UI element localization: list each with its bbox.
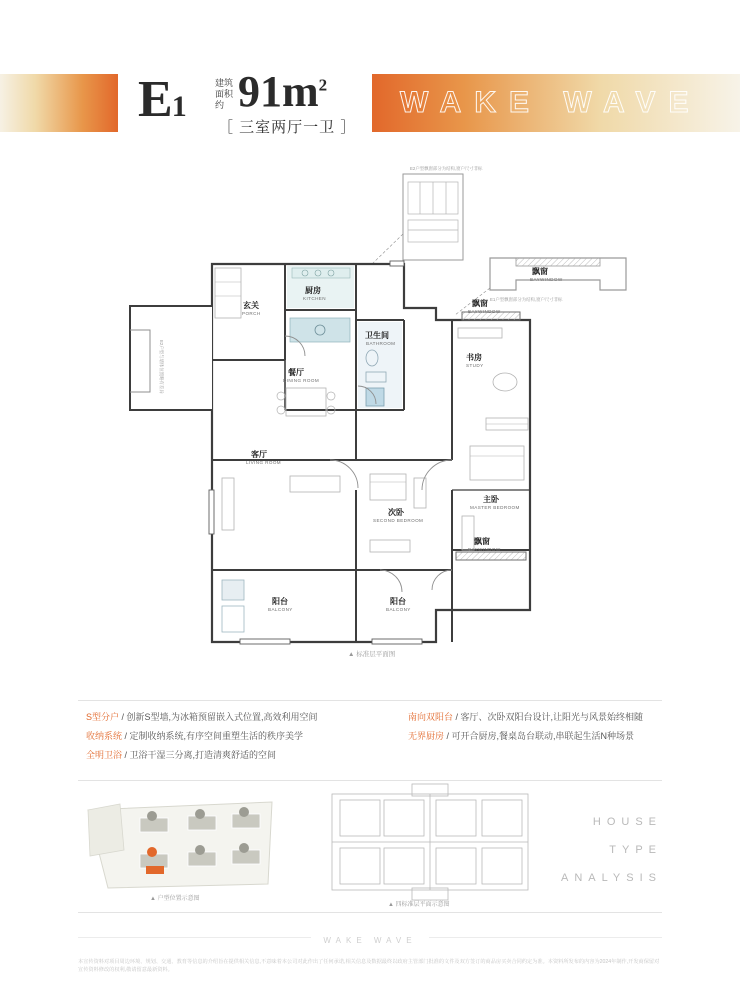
- plan-note-1: E2户型飘窗部分为结构,窗户尺寸非标: [410, 166, 483, 171]
- area-unit-exponent: 2: [318, 75, 328, 95]
- brand-strip-text: WAKE WAVE: [311, 936, 428, 945]
- analysis-word-type: TYPE: [609, 844, 662, 856]
- page-header: [0, 64, 740, 144]
- floor-plan-svg: [0, 160, 740, 670]
- feature-item: [408, 708, 708, 727]
- area-label-line2: 面积约: [215, 89, 234, 110]
- analysis-word-analysis: ANALYSIS: [561, 872, 662, 884]
- feature-value: / 客厅、次卧双阳台设计,让阳光与风景始终相随: [455, 712, 644, 722]
- room-label-balcony-right: 阳台: [390, 597, 406, 606]
- room-label-baywindow-detail: 飘窗: [532, 267, 548, 276]
- room-label-baywindow-master: 飘窗: [474, 537, 490, 546]
- feature-key: 南向双阳台: [408, 712, 454, 722]
- unit-code: [138, 70, 186, 129]
- feature-key: 收纳系统: [86, 731, 123, 741]
- room-bathroom: [358, 322, 402, 408]
- room-label-living-en: LIVING ROOM: [246, 460, 282, 465]
- area-label-line1: 建筑: [215, 78, 234, 88]
- room-label-baywindow-study-en: BAYWINDOW: [468, 309, 501, 314]
- room-label-porch-en: PORCH: [242, 311, 261, 316]
- room-label-dining: 餐厅: [288, 368, 304, 377]
- feature-value: / 创新S型墙,为冰箱预留嵌入式位置,高效利用空间: [121, 712, 318, 722]
- disclaimer-text: 本宣传资料对项目周边环境、规划、交通、教育等信息的介绍旨在提供相关信息,不意味着本公司对此作出了任何承诺,相关信息及数据最终以政府主管部门批准的文件及双方签订的商品房买卖合同约定为准。本资料所发布的内容为2024年制作,开发商保留对宣传资料修改的权利,敬请留意最新资料。: [78, 959, 660, 973]
- floor-plan: [0, 160, 740, 670]
- room-label-balcony-left: 阳台: [272, 597, 288, 606]
- room-label-study-en: STUDY: [466, 363, 484, 368]
- plan-note-3: E2户型与墙体位置略有差异: [159, 340, 164, 394]
- analysis-wordmark: [561, 808, 662, 892]
- room-label-bathroom-en: BATHROOM: [366, 341, 396, 346]
- analysis-section: [0, 780, 740, 920]
- room-label-baywindow-detail-en: BAYWINDOW: [530, 277, 563, 282]
- plan-detail-closet: [372, 165, 483, 264]
- feature-value: / 定制收纳系统,有序空间重塑生活的秩序美学: [124, 731, 304, 741]
- features-left-column: [86, 708, 386, 765]
- site-plan-diagram: [88, 802, 272, 902]
- room-label-kitchen-en: KITCHEN: [303, 296, 326, 301]
- floor-plan-caption: ▲ 标准层平面图: [348, 651, 396, 658]
- room-label-master: 主卧: [483, 495, 499, 504]
- analysis-divider-bottom: [78, 912, 662, 913]
- room-kitchen: [287, 266, 354, 342]
- room-label-study: 书房: [466, 353, 482, 362]
- plan-note-2: E1户型飘窗部分为结构,窗户尺寸非标: [490, 297, 563, 302]
- header-right-gradient-bar: [372, 74, 740, 132]
- header-title-block: [118, 64, 372, 144]
- room-label-second-en: SECOND BEDROOM: [373, 518, 424, 523]
- room-label-master-en: MASTER BEDROOM: [470, 505, 520, 510]
- features-divider: [78, 700, 662, 701]
- room-config: ［ 三室两厅一卫 ］: [218, 119, 357, 136]
- room-label-dining-en: DINING ROOM: [283, 378, 320, 383]
- feature-key: 无界厨房: [408, 731, 445, 741]
- analysis-word-house: HOUSE: [592, 816, 662, 828]
- room-label-living: 客厅: [251, 450, 267, 459]
- area-value: [238, 66, 327, 117]
- wave-wordmark: WAKE WAVE: [400, 86, 702, 119]
- area-unit: m: [282, 67, 319, 116]
- brand-strip: [0, 930, 740, 948]
- feature-item: [86, 746, 386, 765]
- area-label: [215, 78, 237, 111]
- site-plan-caption: ▲ 户型位置示意图: [150, 896, 200, 902]
- room-label-baywindow-study: 飘窗: [472, 299, 488, 308]
- features-right-column: [408, 708, 708, 746]
- feature-key: S型分户: [86, 712, 120, 722]
- feature-item: [86, 708, 386, 727]
- room-label-second: 次卧: [388, 508, 404, 517]
- room-label-porch: 玄关: [243, 301, 259, 310]
- room-label-kitchen: 厨房: [305, 286, 321, 295]
- feature-value: / 卫浴干湿三分离,打造清爽舒适的空间: [124, 750, 277, 760]
- area-number: 91: [238, 67, 282, 116]
- feature-item: [408, 727, 708, 746]
- header-left-gradient-bar: [0, 74, 118, 132]
- feature-key: 全明卫浴: [86, 750, 123, 760]
- feature-value: / 可开合厨房,餐桌岛台联动,串联起生活N种场景: [446, 731, 635, 741]
- key-plan-caption: ▲ 四标准层平面示意图: [388, 902, 450, 908]
- room-label-baywindow-master-en: BAYWINDOW: [468, 547, 501, 552]
- unit-code-letter: E: [138, 71, 172, 128]
- feature-item: [86, 727, 386, 746]
- key-plan-diagram: [332, 784, 528, 908]
- room-label-balcony-right-en: BALCONY: [386, 607, 411, 612]
- room-label-bathroom: 卫生间: [365, 331, 389, 340]
- unit-code-index: 1: [171, 90, 186, 123]
- room-label-balcony-left-en: BALCONY: [268, 607, 293, 612]
